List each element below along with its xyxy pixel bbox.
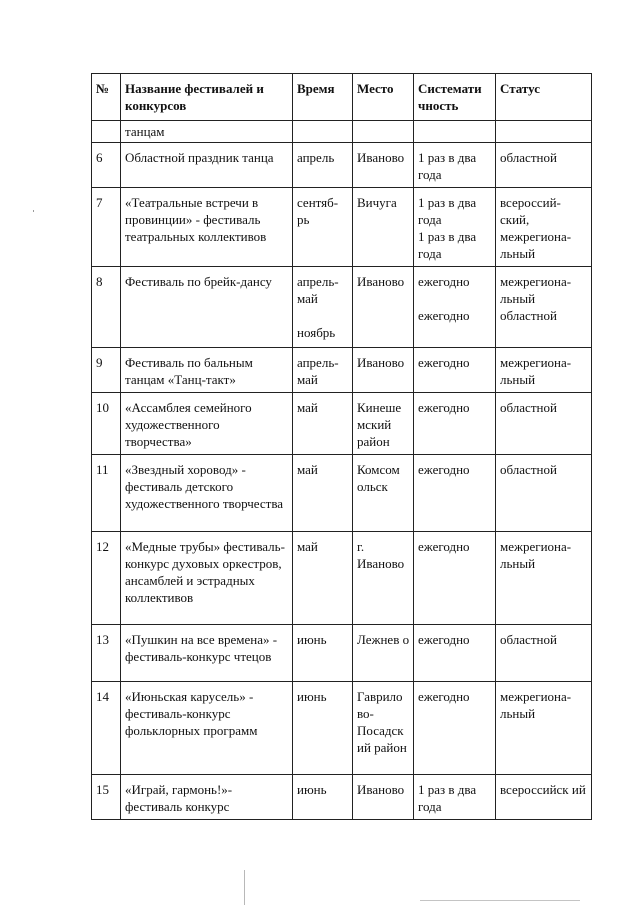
cell-place: Вичуга — [353, 188, 414, 267]
cell-place — [353, 121, 414, 143]
cell-name: «Июньская карусель» - фестиваль-конкурс фольклорных программ — [121, 682, 293, 775]
table-body — [92, 121, 592, 820]
header-time: Время — [293, 74, 353, 121]
table-row — [92, 267, 592, 348]
cell-status: межрегиона-льный областной — [496, 267, 592, 348]
cell-num: 8 — [92, 267, 121, 348]
cell-place: Гаврило во-Посадск ий район — [353, 682, 414, 775]
cell-place: Иваново — [353, 348, 414, 393]
cell-num: 7 — [92, 188, 121, 267]
cell-time: май — [293, 532, 353, 625]
time-line-1: апрель-май — [297, 274, 339, 306]
frequency-line-1: ежегодно — [418, 274, 470, 289]
header-place: Место — [353, 74, 414, 121]
cell-status: межрегиона-льный — [496, 532, 592, 625]
cell-status: областной — [496, 393, 592, 455]
cell-frequency: ежегодно — [414, 393, 496, 455]
time-line-2: ноябрь — [297, 325, 336, 340]
cell-status: межрегиона-льный — [496, 682, 592, 775]
cell-name: «Играй, гармонь!»-фестиваль конкурс — [121, 775, 293, 820]
frequency-line-1: 1 раз в два года — [418, 195, 477, 227]
table-row — [92, 188, 592, 267]
table-row — [92, 455, 592, 532]
header-num: № — [92, 74, 121, 121]
cell-status: областной — [496, 455, 592, 532]
cell-time — [293, 267, 353, 348]
cell-name: танцам — [121, 121, 293, 143]
table-row — [92, 532, 592, 625]
cell-place: Иваново — [353, 143, 414, 188]
cell-place: Иваново — [353, 775, 414, 820]
scan-mark-left — [33, 210, 34, 212]
cell-time — [293, 121, 353, 143]
cell-num: 10 — [92, 393, 121, 455]
cell-frequency: 1 раз в два года — [414, 143, 496, 188]
cell-place: Лежнев о — [353, 625, 414, 682]
header-status: Статус — [496, 74, 592, 121]
cell-num: 9 — [92, 348, 121, 393]
cell-name: Фестиваль по брейк-дансу — [121, 267, 293, 348]
header-row — [92, 74, 592, 121]
cell-name: «Ассамблея семейного художественного творчества» — [121, 393, 293, 455]
cell-num: 14 — [92, 682, 121, 775]
table-row — [92, 625, 592, 682]
cell-time: июнь — [293, 775, 353, 820]
table-header — [92, 74, 592, 121]
cell-frequency: ежегодно — [414, 682, 496, 775]
header-name: Название фестивалей и конкурсов — [121, 74, 293, 121]
cell-num: 12 — [92, 532, 121, 625]
cell-name: «Театральные встречи в провинции» - фестиваль театральных коллективов — [121, 188, 293, 267]
cell-status: всероссийск ий — [496, 775, 592, 820]
cell-frequency: ежегодно — [414, 348, 496, 393]
frequency-line-2: ежегодно — [418, 308, 470, 323]
cell-frequency — [414, 267, 496, 348]
cell-status: межрегиона-льный — [496, 348, 592, 393]
table-row — [92, 348, 592, 393]
cell-num: 6 — [92, 143, 121, 188]
table-row — [92, 393, 592, 455]
cell-time: май — [293, 455, 353, 532]
cell-time: сентяб-рь — [293, 188, 353, 267]
scan-mark-bottom-center — [244, 870, 245, 905]
cell-name: «Медные трубы» фестиваль-конкурс духовых оркестров, ансамблей и эстрадных коллективов — [121, 532, 293, 625]
cell-frequency — [414, 188, 496, 267]
cell-place: Комсом ольск — [353, 455, 414, 532]
cell-time: июнь — [293, 682, 353, 775]
cell-num: 11 — [92, 455, 121, 532]
cell-frequency — [414, 121, 496, 143]
cell-time: апрель — [293, 143, 353, 188]
cell-place: Кинеше мский район — [353, 393, 414, 455]
table-row-continuation — [92, 121, 592, 143]
cell-frequency: ежегодно — [414, 455, 496, 532]
cell-status: всероссий-ский, межрегиона-льный — [496, 188, 592, 267]
cell-frequency: ежегодно — [414, 625, 496, 682]
scan-mark-bottom-right — [420, 900, 580, 901]
cell-num: 15 — [92, 775, 121, 820]
cell-name: «Звездный хоровод» - фестиваль детского художественного творчества — [121, 455, 293, 532]
cell-place: г. Иваново — [353, 532, 414, 625]
cell-status — [496, 121, 592, 143]
cell-frequency: ежегодно — [414, 532, 496, 625]
cell-time: май — [293, 393, 353, 455]
cell-status: областной — [496, 143, 592, 188]
cell-time: апрель-май — [293, 348, 353, 393]
cell-place: Иваново — [353, 267, 414, 348]
frequency-line-2: 1 раз в два года — [418, 229, 477, 261]
table-row — [92, 775, 592, 820]
cell-time: июнь — [293, 625, 353, 682]
festivals-table — [91, 73, 592, 820]
cell-name: Областной праздник танца — [121, 143, 293, 188]
cell-num — [92, 121, 121, 143]
cell-frequency: 1 раз в два года — [414, 775, 496, 820]
spacer — [418, 290, 492, 307]
cell-name: «Пушкин на все времена» - фестиваль-конкурс чтецов — [121, 625, 293, 682]
header-frequency: Системати чность — [414, 74, 496, 121]
cell-name: Фестиваль по бальным танцам «Танц-такт» — [121, 348, 293, 393]
spacer — [297, 307, 349, 324]
table-row — [92, 682, 592, 775]
table-row — [92, 143, 592, 188]
cell-num: 13 — [92, 625, 121, 682]
cell-status: областной — [496, 625, 592, 682]
